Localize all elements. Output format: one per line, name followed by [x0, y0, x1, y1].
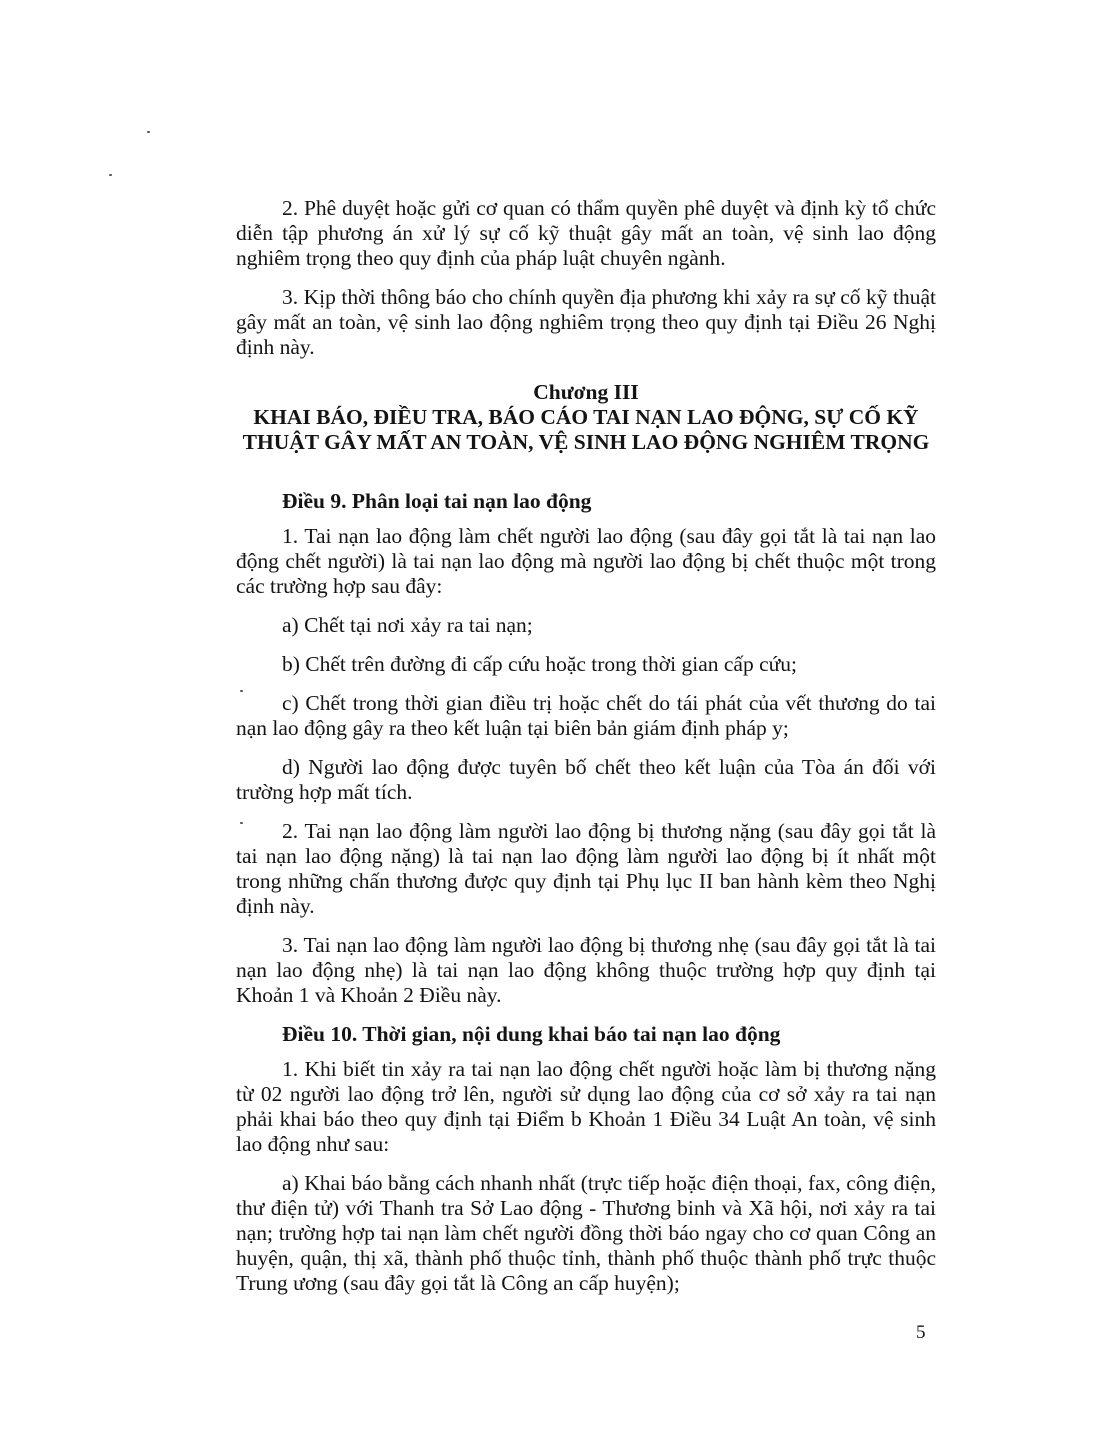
scan-speck: [109, 174, 112, 176]
article-9-item-d: d) Người lao động được tuyên bố chết theo kết luận của Tòa án đối với trường hợp mất tích.: [236, 755, 936, 804]
article-10-title: Điều 10. Thời gian, nội dung khai báo tai nạn lao động: [282, 1022, 781, 1046]
chapter-heading: [236, 380, 936, 455]
article-9-item-b: b) Chết trên đường đi cấp cứu hoặc trong thời gian cấp cứu;: [282, 652, 798, 676]
article-9-clause-3: 3. Tai nạn lao động làm người lao động bị thương nhẹ (sau đây gọi tắt là tai nạn lao động nhẹ) là tai nạn lao động không thuộc trường hợp quy định tại Khoản 1 và Khoản 2 Điều này.: [236, 933, 936, 1007]
chapter-title-line-2: THUẬT GÂY MẤT AN TOÀN, VỆ SINH LAO ĐỘNG NGHIÊM TRỌNG: [242, 430, 930, 454]
article-9-item-a: a) Chết tại nơi xảy ra tai nạn;: [282, 613, 533, 637]
chapter-title-line-1: KHAI BÁO, ĐIỀU TRA, BÁO CÁO TAI NẠN LAO ĐỘNG, SỰ CỐ KỸ: [253, 405, 919, 429]
article-9-clause-2: 2. Tai nạn lao động làm người lao động bị thương nặng (sau đây gọi tắt là tai nạn lao động nặng) là tai nạn lao động làm người lao động bị ít nhất một trong những chấn thương được quy định tại Phụ lục II ban hành kèm theo Nghị định này.: [236, 819, 936, 918]
article-10-item-a: a) Khai báo bằng cách nhanh nhất (trực tiếp hoặc điện thoại, fax, công điện, thư điện tử) với Thanh tra Sở Lao động - Thương binh và Xã hội, nơi xảy ra tai nạn; trường hợp tai nạn làm chết người đồng thời báo ngay cho cơ quan Công an huyện, quận, thị xã, thành phố thuộc tỉnh, thành phố thuộc thành phố trực thuộc Trung ương (sau đây gọi tắt là Công an cấp huyện);: [236, 1171, 936, 1295]
article-9-clause-1: 1. Tai nạn lao động làm chết người lao động (sau đây gọi tắt là tai nạn lao động chết người) là tai nạn lao động mà người lao động bị chết thuộc một trong các trường hợp sau đây:: [236, 524, 936, 598]
scan-speck: [147, 131, 150, 133]
article-9-item-c: c) Chết trong thời gian điều trị hoặc chết do tái phát của vết thương do tai nạn lao động gây ra theo kết luận tại biên bản giám định pháp y;: [236, 691, 936, 740]
paragraph-approve-plan: 2. Phê duyệt hoặc gửi cơ quan có thẩm quyền phê duyệt và định kỳ tổ chức diễn tập phương án xử lý sự cố kỹ thuật gây mất an toàn, vệ sinh lao động nghiêm trọng theo quy định của pháp luật chuyên ngành.: [236, 196, 936, 270]
article-10-clause-1: 1. Khi biết tin xảy ra tai nạn lao động chết người hoặc làm bị thương nặng từ 02 người lao động trở lên, người sử dụng lao động của cơ sở xảy ra tai nạn phải khai báo theo quy định tại Điểm b Khoản 1 Điều 34 Luật An toàn, vệ sinh lao động như sau:: [236, 1057, 936, 1156]
paragraph-notify-authority: 3. Kịp thời thông báo cho chính quyền địa phương khi xảy ra sự cố kỹ thuật gây mất an toàn, vệ sinh lao động nghiêm trọng theo quy định tại Điều 26 Nghị định này.: [236, 285, 936, 359]
document-body: [236, 196, 936, 1310]
page-number: 5: [916, 1322, 926, 1343]
chapter-number: Chương III: [533, 380, 639, 404]
article-9-title: Điều 9. Phân loại tai nạn lao động: [282, 489, 592, 513]
